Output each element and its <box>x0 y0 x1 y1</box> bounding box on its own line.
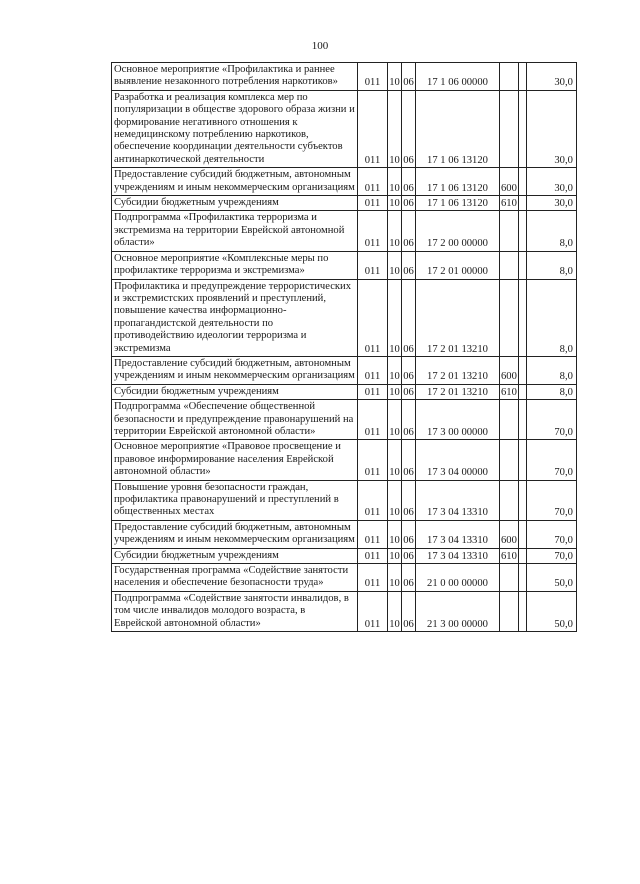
expense-type-cell: 610 <box>500 196 519 211</box>
section-code-cell: 10 <box>388 63 402 91</box>
section-code-cell: 10 <box>388 356 402 384</box>
subsection-code-cell: 06 <box>402 90 416 167</box>
target-article-cell: 17 2 01 13210 <box>416 356 500 384</box>
expense-type-cell <box>500 591 519 631</box>
expense-type-cell <box>500 251 519 279</box>
ved-code-cell: 011 <box>358 251 388 279</box>
table-row <box>112 211 577 251</box>
ved-code-cell: 011 <box>358 168 388 196</box>
ved-code-cell: 011 <box>358 520 388 548</box>
subsection-code-cell: 06 <box>402 400 416 440</box>
expense-type-cell <box>500 63 519 91</box>
row-name-cell: Профилактика и предупреждение террористических и экстремистских проявлений и преступлений, повышение качества информационно-пропагандистской деятельности по противодействию идеологии терроризма и экстремизма <box>112 279 358 356</box>
target-article-cell: 17 2 00 00000 <box>416 211 500 251</box>
target-article-cell: 21 3 00 00000 <box>416 591 500 631</box>
row-name-cell: Подпрограмма «Содействие занятости инвалидов, в том числе инвалидов молодого возраста, в Еврейской автономной области» <box>112 591 358 631</box>
row-name-cell: Основное мероприятие «Комплексные меры по профилактике терроризма и экстремизма» <box>112 251 358 279</box>
ved-code-cell: 011 <box>358 400 388 440</box>
subsection-code-cell: 06 <box>402 480 416 520</box>
row-name-cell: Основное мероприятие «Правовое просвещение и правовое информирование населения Еврейской автономной области» <box>112 440 358 480</box>
row-name-cell: Основное мероприятие «Профилактика и раннее выявление незаконного потребления наркотиков» <box>112 63 358 91</box>
table-row <box>112 520 577 548</box>
row-name-cell: Подпрограмма «Профилактика терроризма и экстремизма на территории Еврейской автономной области» <box>112 211 358 251</box>
table-row <box>112 384 577 399</box>
subsection-code-cell: 06 <box>402 211 416 251</box>
amount-cell: 70,0 <box>526 480 576 520</box>
amount-cell: 70,0 <box>526 548 576 563</box>
expense-type-cell: 600 <box>500 520 519 548</box>
spacer-cell <box>518 591 526 631</box>
target-article-cell: 17 1 06 13120 <box>416 196 500 211</box>
row-name-cell: Предоставление субсидий бюджетным, автономным учреждениям и иным некоммерческим организациям <box>112 356 358 384</box>
subsection-code-cell: 06 <box>402 356 416 384</box>
spacer-cell <box>518 196 526 211</box>
table-row <box>112 196 577 211</box>
ved-code-cell: 011 <box>358 211 388 251</box>
subsection-code-cell: 06 <box>402 251 416 279</box>
spacer-cell <box>518 548 526 563</box>
spacer-cell <box>518 400 526 440</box>
ved-code-cell: 011 <box>358 90 388 167</box>
subsection-code-cell: 06 <box>402 591 416 631</box>
target-article-cell: 17 1 06 00000 <box>416 63 500 91</box>
table-row <box>112 63 577 91</box>
spacer-cell <box>518 90 526 167</box>
amount-cell: 70,0 <box>526 440 576 480</box>
amount-cell: 8,0 <box>526 356 576 384</box>
section-code-cell: 10 <box>388 90 402 167</box>
amount-cell: 70,0 <box>526 400 576 440</box>
table-row <box>112 440 577 480</box>
spacer-cell <box>518 63 526 91</box>
target-article-cell: 17 3 04 13310 <box>416 548 500 563</box>
table-row <box>112 279 577 356</box>
section-code-cell: 10 <box>388 548 402 563</box>
row-name-cell: Разработка и реализация комплекса мер по популяризации в обществе здорового образа жизни и формирование негативного отношения к немедицинскому потреблению наркотиков, обеспечение координации деятельности субъектов антинаркотической деятельности <box>112 90 358 167</box>
budget-table <box>111 62 577 632</box>
table-row <box>112 548 577 563</box>
spacer-cell <box>518 251 526 279</box>
section-code-cell: 10 <box>388 440 402 480</box>
target-article-cell: 17 2 01 13210 <box>416 279 500 356</box>
table-row <box>112 251 577 279</box>
row-name-cell: Субсидии бюджетным учреждениям <box>112 548 358 563</box>
section-code-cell: 10 <box>388 520 402 548</box>
subsection-code-cell: 06 <box>402 440 416 480</box>
subsection-code-cell: 06 <box>402 63 416 91</box>
ved-code-cell: 011 <box>358 356 388 384</box>
target-article-cell: 17 2 01 00000 <box>416 251 500 279</box>
section-code-cell: 10 <box>388 480 402 520</box>
section-code-cell: 10 <box>388 168 402 196</box>
table-row <box>112 168 577 196</box>
amount-cell: 8,0 <box>526 279 576 356</box>
section-code-cell: 10 <box>388 591 402 631</box>
amount-cell: 30,0 <box>526 90 576 167</box>
target-article-cell: 17 3 00 00000 <box>416 400 500 440</box>
amount-cell: 8,0 <box>526 384 576 399</box>
amount-cell: 30,0 <box>526 63 576 91</box>
expense-type-cell: 610 <box>500 384 519 399</box>
spacer-cell <box>518 279 526 356</box>
subsection-code-cell: 06 <box>402 168 416 196</box>
target-article-cell: 17 2 01 13210 <box>416 384 500 399</box>
subsection-code-cell: 06 <box>402 196 416 211</box>
ved-code-cell: 011 <box>358 591 388 631</box>
target-article-cell: 17 3 04 13310 <box>416 480 500 520</box>
section-code-cell: 10 <box>388 251 402 279</box>
expense-type-cell <box>500 564 519 592</box>
table-row <box>112 564 577 592</box>
ved-code-cell: 011 <box>358 384 388 399</box>
spacer-cell <box>518 564 526 592</box>
expense-type-cell <box>500 211 519 251</box>
row-name-cell: Повышение уровня безопасности граждан, профилактика правонарушений и преступлений в общественных местах <box>112 480 358 520</box>
target-article-cell: 17 3 04 13310 <box>416 520 500 548</box>
spacer-cell <box>518 384 526 399</box>
row-name-cell: Предоставление субсидий бюджетным, автономным учреждениям и иным некоммерческим организациям <box>112 520 358 548</box>
subsection-code-cell: 06 <box>402 279 416 356</box>
spacer-cell <box>518 520 526 548</box>
subsection-code-cell: 06 <box>402 548 416 563</box>
ved-code-cell: 011 <box>358 564 388 592</box>
ved-code-cell: 011 <box>358 196 388 211</box>
row-name-cell: Субсидии бюджетным учреждениям <box>112 384 358 399</box>
amount-cell: 50,0 <box>526 591 576 631</box>
expense-type-cell: 610 <box>500 548 519 563</box>
page-number: 100 <box>311 40 329 52</box>
ved-code-cell: 011 <box>358 548 388 563</box>
row-name-cell: Государственная программа «Содействие занятости населения и обеспечение безопасности труда» <box>112 564 358 592</box>
expense-type-cell: 600 <box>500 356 519 384</box>
section-code-cell: 10 <box>388 279 402 356</box>
section-code-cell: 10 <box>388 564 402 592</box>
target-article-cell: 21 0 00 00000 <box>416 564 500 592</box>
expense-type-cell <box>500 480 519 520</box>
amount-cell: 70,0 <box>526 520 576 548</box>
table-body <box>112 63 577 632</box>
expense-type-cell: 600 <box>500 168 519 196</box>
table-row <box>112 480 577 520</box>
table-row <box>112 356 577 384</box>
amount-cell: 8,0 <box>526 251 576 279</box>
expense-type-cell <box>500 90 519 167</box>
section-code-cell: 10 <box>388 384 402 399</box>
row-name-cell: Предоставление субсидий бюджетным, автономным учреждениям и иным некоммерческим организациям <box>112 168 358 196</box>
target-article-cell: 17 1 06 13120 <box>416 168 500 196</box>
row-name-cell: Подпрограмма «Обеспечение общественной безопасности и предупреждение правонарушений на территории Еврейской автономной области» <box>112 400 358 440</box>
expense-type-cell <box>500 279 519 356</box>
expense-type-cell <box>500 440 519 480</box>
amount-cell: 30,0 <box>526 168 576 196</box>
ved-code-cell: 011 <box>358 279 388 356</box>
subsection-code-cell: 06 <box>402 384 416 399</box>
target-article-cell: 17 3 04 00000 <box>416 440 500 480</box>
target-article-cell: 17 1 06 13120 <box>416 90 500 167</box>
row-name-cell: Субсидии бюджетным учреждениям <box>112 196 358 211</box>
section-code-cell: 10 <box>388 400 402 440</box>
amount-cell: 8,0 <box>526 211 576 251</box>
section-code-cell: 10 <box>388 196 402 211</box>
spacer-cell <box>518 211 526 251</box>
ved-code-cell: 011 <box>358 480 388 520</box>
ved-code-cell: 011 <box>358 440 388 480</box>
section-code-cell: 10 <box>388 211 402 251</box>
spacer-cell <box>518 440 526 480</box>
amount-cell: 30,0 <box>526 196 576 211</box>
spacer-cell <box>518 168 526 196</box>
table-row <box>112 591 577 631</box>
amount-cell: 50,0 <box>526 564 576 592</box>
subsection-code-cell: 06 <box>402 564 416 592</box>
spacer-cell <box>518 480 526 520</box>
expense-type-cell <box>500 400 519 440</box>
table-row <box>112 90 577 167</box>
spacer-cell <box>518 356 526 384</box>
subsection-code-cell: 06 <box>402 520 416 548</box>
table-row <box>112 400 577 440</box>
ved-code-cell: 011 <box>358 63 388 91</box>
